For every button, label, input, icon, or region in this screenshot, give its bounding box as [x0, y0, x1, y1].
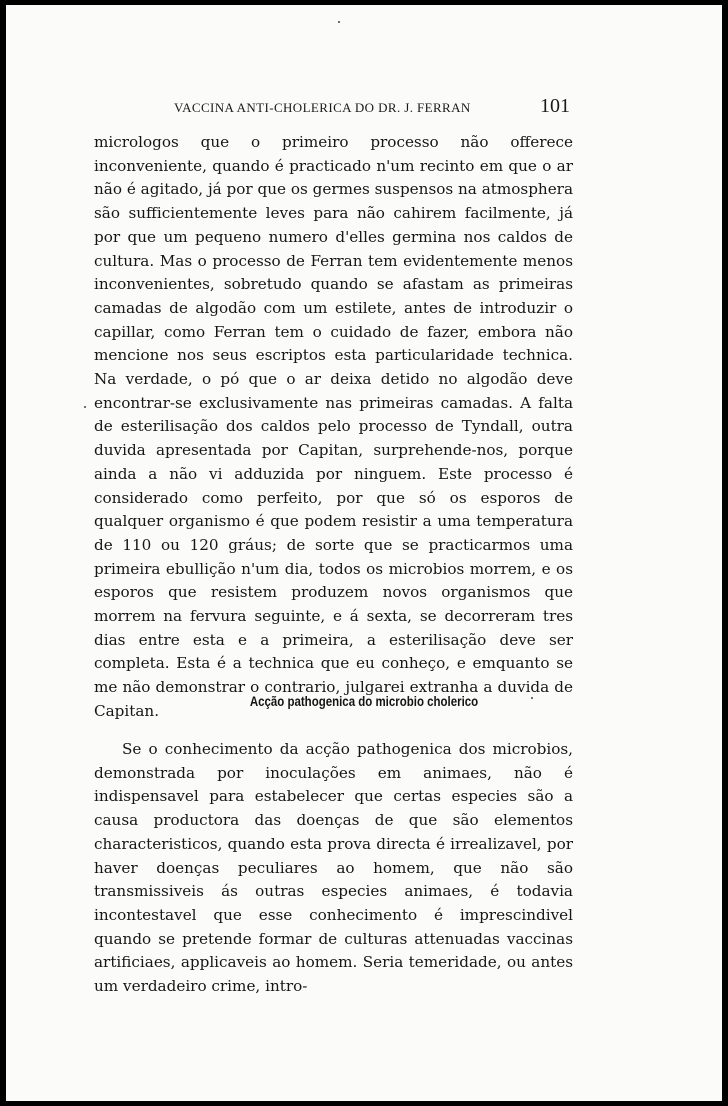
section-heading: Acção pathogenica do microbio cholerico [249, 693, 479, 709]
page-number: 101 [540, 95, 570, 117]
running-title: VACCINA ANTI-CHOLERICA DO DR. J. FERRAN [174, 100, 471, 115]
book-page [6, 5, 722, 1101]
paragraph-acção-pathogenica: Se o conhecimento da acção pathogenica dos microbios, demonstrada por inoculações em animaes, não é indispensavel para estabelecer que certas especies são a causa productora das doenças de que são elementos characteristicos, quando esta prova directa é irrealizavel, por haver doenças peculiares ao homem, que não são transmissiveis ás outras especies animaes, é todavia incontestavel que esse conhecimento é imprescindivel quando se pretende formar de culturas attenuadas vaccinas artificiaes, applicaveis ao homem. Seria temeridade, ou antes um verdadeiro crime, intro- [94, 740, 573, 996]
paragraph-continuation: micrologos que o primeiro processo não offerece inconveniente, quando é practicado n'um recinto em que o ar não é agitado, já por que os germes suspensos na atmosphera são sufficientemente leves para não cahirem facilmente, já por que um pequeno numero d'elles germina nos caldos de cultura. Mas o processo de Ferran tem evidentemente menos inconvenientes, sobretudo quando se afastam as primeiras camadas de algodão com um estilete, antes de introduzir o capillar, como Ferran tem o cuidado de fazer, embora não mencione nos seus escriptos esta particularidade technica. Na verdade, o pó que o ar deixa detido no algodão deve encontrar-se exclusivamente nas primeiras camadas. A falta de esterilisação dos caldos pelo processo de Tyndall, outra duvida apresentada por Capitan, surprehende-nos, porque ainda a não vi adduzida por ninguem. Este processo é considerado como perfeito, por que só os esporos de qualquer organismo é que podem resistir a uma temperatura de 110 ou 120 gráus; de sorte que se practicarmos uma primeira ebullição n'um dia, todos os microbios morrem, e os esporos que resistem produzem novos organismos que morrem na fervura seguinte, e á sexta, se decorreram tres dias entre esta e a primeira, a esterilisação deve ser completa. Esta é a technica que eu conheço, e emquanto se me não demonstrar o contrario, julgarei extranha a duvida de Capitan. [94, 133, 573, 720]
print-speck [338, 21, 340, 23]
print-speck [531, 697, 533, 699]
page-header [6, 97, 722, 125]
print-speck [84, 406, 86, 408]
